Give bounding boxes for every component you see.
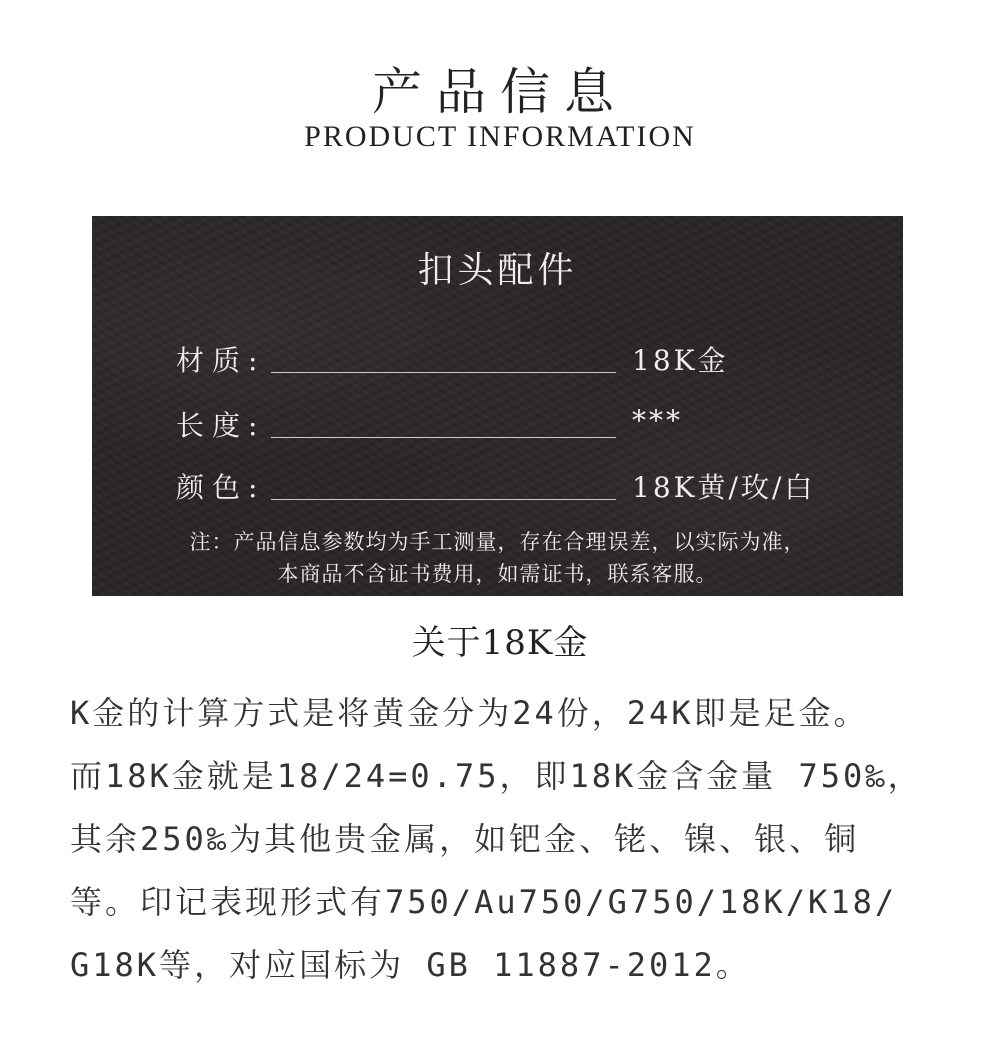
page-title-en: PRODUCT INFORMATION	[304, 120, 696, 153]
page-title-cn: 产品信息	[372, 63, 628, 121]
about-line-3: 其余250‰为其他贵金属，如钯金、铑、镍、银、铜	[70, 820, 860, 858]
spec-value: ***	[632, 404, 683, 437]
spec-value: 18K金	[632, 344, 729, 377]
about-line-2: 而18K金就是18/24=0.75，即18K金含金量 750‰，	[70, 757, 923, 795]
spec-label: 长度:	[176, 409, 266, 442]
spec-divider-line	[271, 499, 616, 500]
spec-row-material	[176, 339, 876, 379]
panel-note-line-1: 注：产品信息参数均为手工测量，存在合理误差，以实际为准，	[189, 530, 806, 554]
about-line-1: K金的计算方式是将黄金分为24份，24K即是足金。	[70, 694, 869, 732]
spec-panel	[92, 216, 903, 596]
spec-row-length	[176, 404, 876, 444]
spec-value: 18K黄/玫/白	[632, 471, 816, 504]
spec-row-color	[176, 466, 876, 506]
panel-note-line-2: 本商品不含证书费用，如需证书，联系客服。	[277, 562, 718, 586]
panel-title: 扣头配件	[417, 250, 578, 291]
about-line-4: 等。印记表现形式有750/Au750/G750/18K/K18/	[70, 883, 898, 921]
spec-label: 颜色:	[176, 471, 266, 504]
spec-divider-line	[271, 372, 616, 373]
about-heading: 关于18K金	[411, 623, 589, 663]
about-line-5: G18K等，对应国标为 GB 11887-2012。	[70, 946, 751, 984]
spec-divider-line	[271, 437, 616, 438]
spec-label: 材质:	[176, 344, 266, 377]
